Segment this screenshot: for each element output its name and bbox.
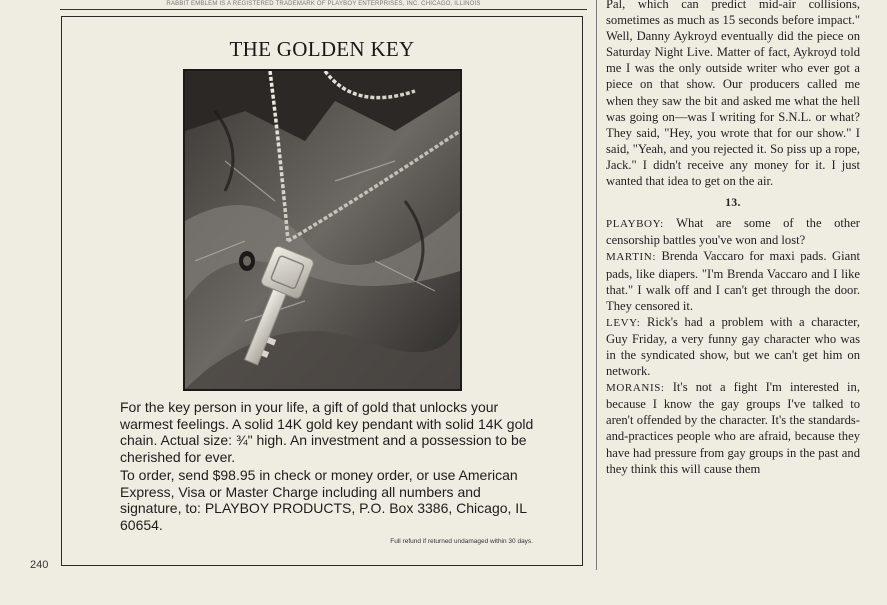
article-column — [606, 0, 860, 477]
column-divider — [596, 0, 597, 570]
golden-key-ad — [61, 16, 583, 566]
section-number: 13. — [725, 197, 741, 210]
top-rule — [60, 9, 587, 10]
ad-copy — [120, 399, 544, 533]
refund-note: Full refund if returned undamaged within 30 days. — [390, 538, 533, 545]
interview-question — [606, 215, 860, 248]
article-paragraph: Pal, which can predict mid-air collisions, sometimes as much as 15 seconds before impact." Well, Danny Aykroyd eventually did the piece on Saturday Night Live. Matter of fact, Aykroyd told me I was the only outside writer who ever got a piece on that show. Our producers called me when they saw the bit and asked me what the hell was going on—was I writing for S.N.L. or what? They said, "Hey, you wrote that for our show." I said, "Yeah, and you rejected it. So piss up a rope, Jack." I didn't receive any money for it. I just wanted that idea to get on the air. — [606, 0, 860, 189]
speaker-playboy: PLAYBOY: — [606, 218, 664, 231]
page-number: 240 — [30, 559, 49, 571]
interview-answer-martin — [606, 248, 860, 313]
answer-text: Brenda Vaccaro for maxi pads. Giant pads, like diapers. "I'm Brenda Vaccaro and I like that." I walk off and I can't get through the door. They censored it. — [606, 249, 860, 313]
ad-description: For the key person in your life, a gift of gold that unlocks your warmest feelings. A solid 14K gold key pendant with solid 14K gold chain. Actual size: ¾" high. An investment and a possession to be cherished for ever. — [120, 399, 534, 465]
key-pendant-photo — [183, 69, 462, 391]
speaker-levy: LEVY: — [606, 316, 641, 329]
answer-text: Rick's had a problem with a character, Guy Friday, a very funny gay character who was in the syndicated show, but we can't get him on network. — [606, 314, 861, 379]
speaker-martin: MARTIN: — [606, 251, 656, 264]
question-text: What are some of the other censorship battles you've won and lost? — [606, 216, 861, 248]
answer-text: It's not a fight I'm interested in, because I know the gay groups I've talked to aren't offended by the character. It's the standards-and-practices people who are afraid, because they have had pressure from gay groups in the past and they think this will cause them — [606, 380, 860, 476]
ad-title: THE GOLDEN KEY — [229, 37, 415, 61]
ad-order-instructions: To order, send $98.95 in check or money order, or use American Express, Visa or Master Charge including all numbers and signature, to: PLAYBOY PRODUCTS, P.O. Box 3386, Chicago, IL 60654. — [120, 467, 527, 533]
interview-answer-levy — [606, 314, 860, 379]
interview-answer-moranis — [606, 379, 860, 477]
key-pendant-illustration — [185, 71, 460, 389]
speaker-moranis: MORANIS: — [606, 382, 665, 395]
trademark-fine-print: RABBIT EMBLEM IS A REGISTERED TRADEMARK OF PLAYBOY ENTERPRISES, INC. CHICAGO, ILLINOIS — [166, 1, 481, 7]
